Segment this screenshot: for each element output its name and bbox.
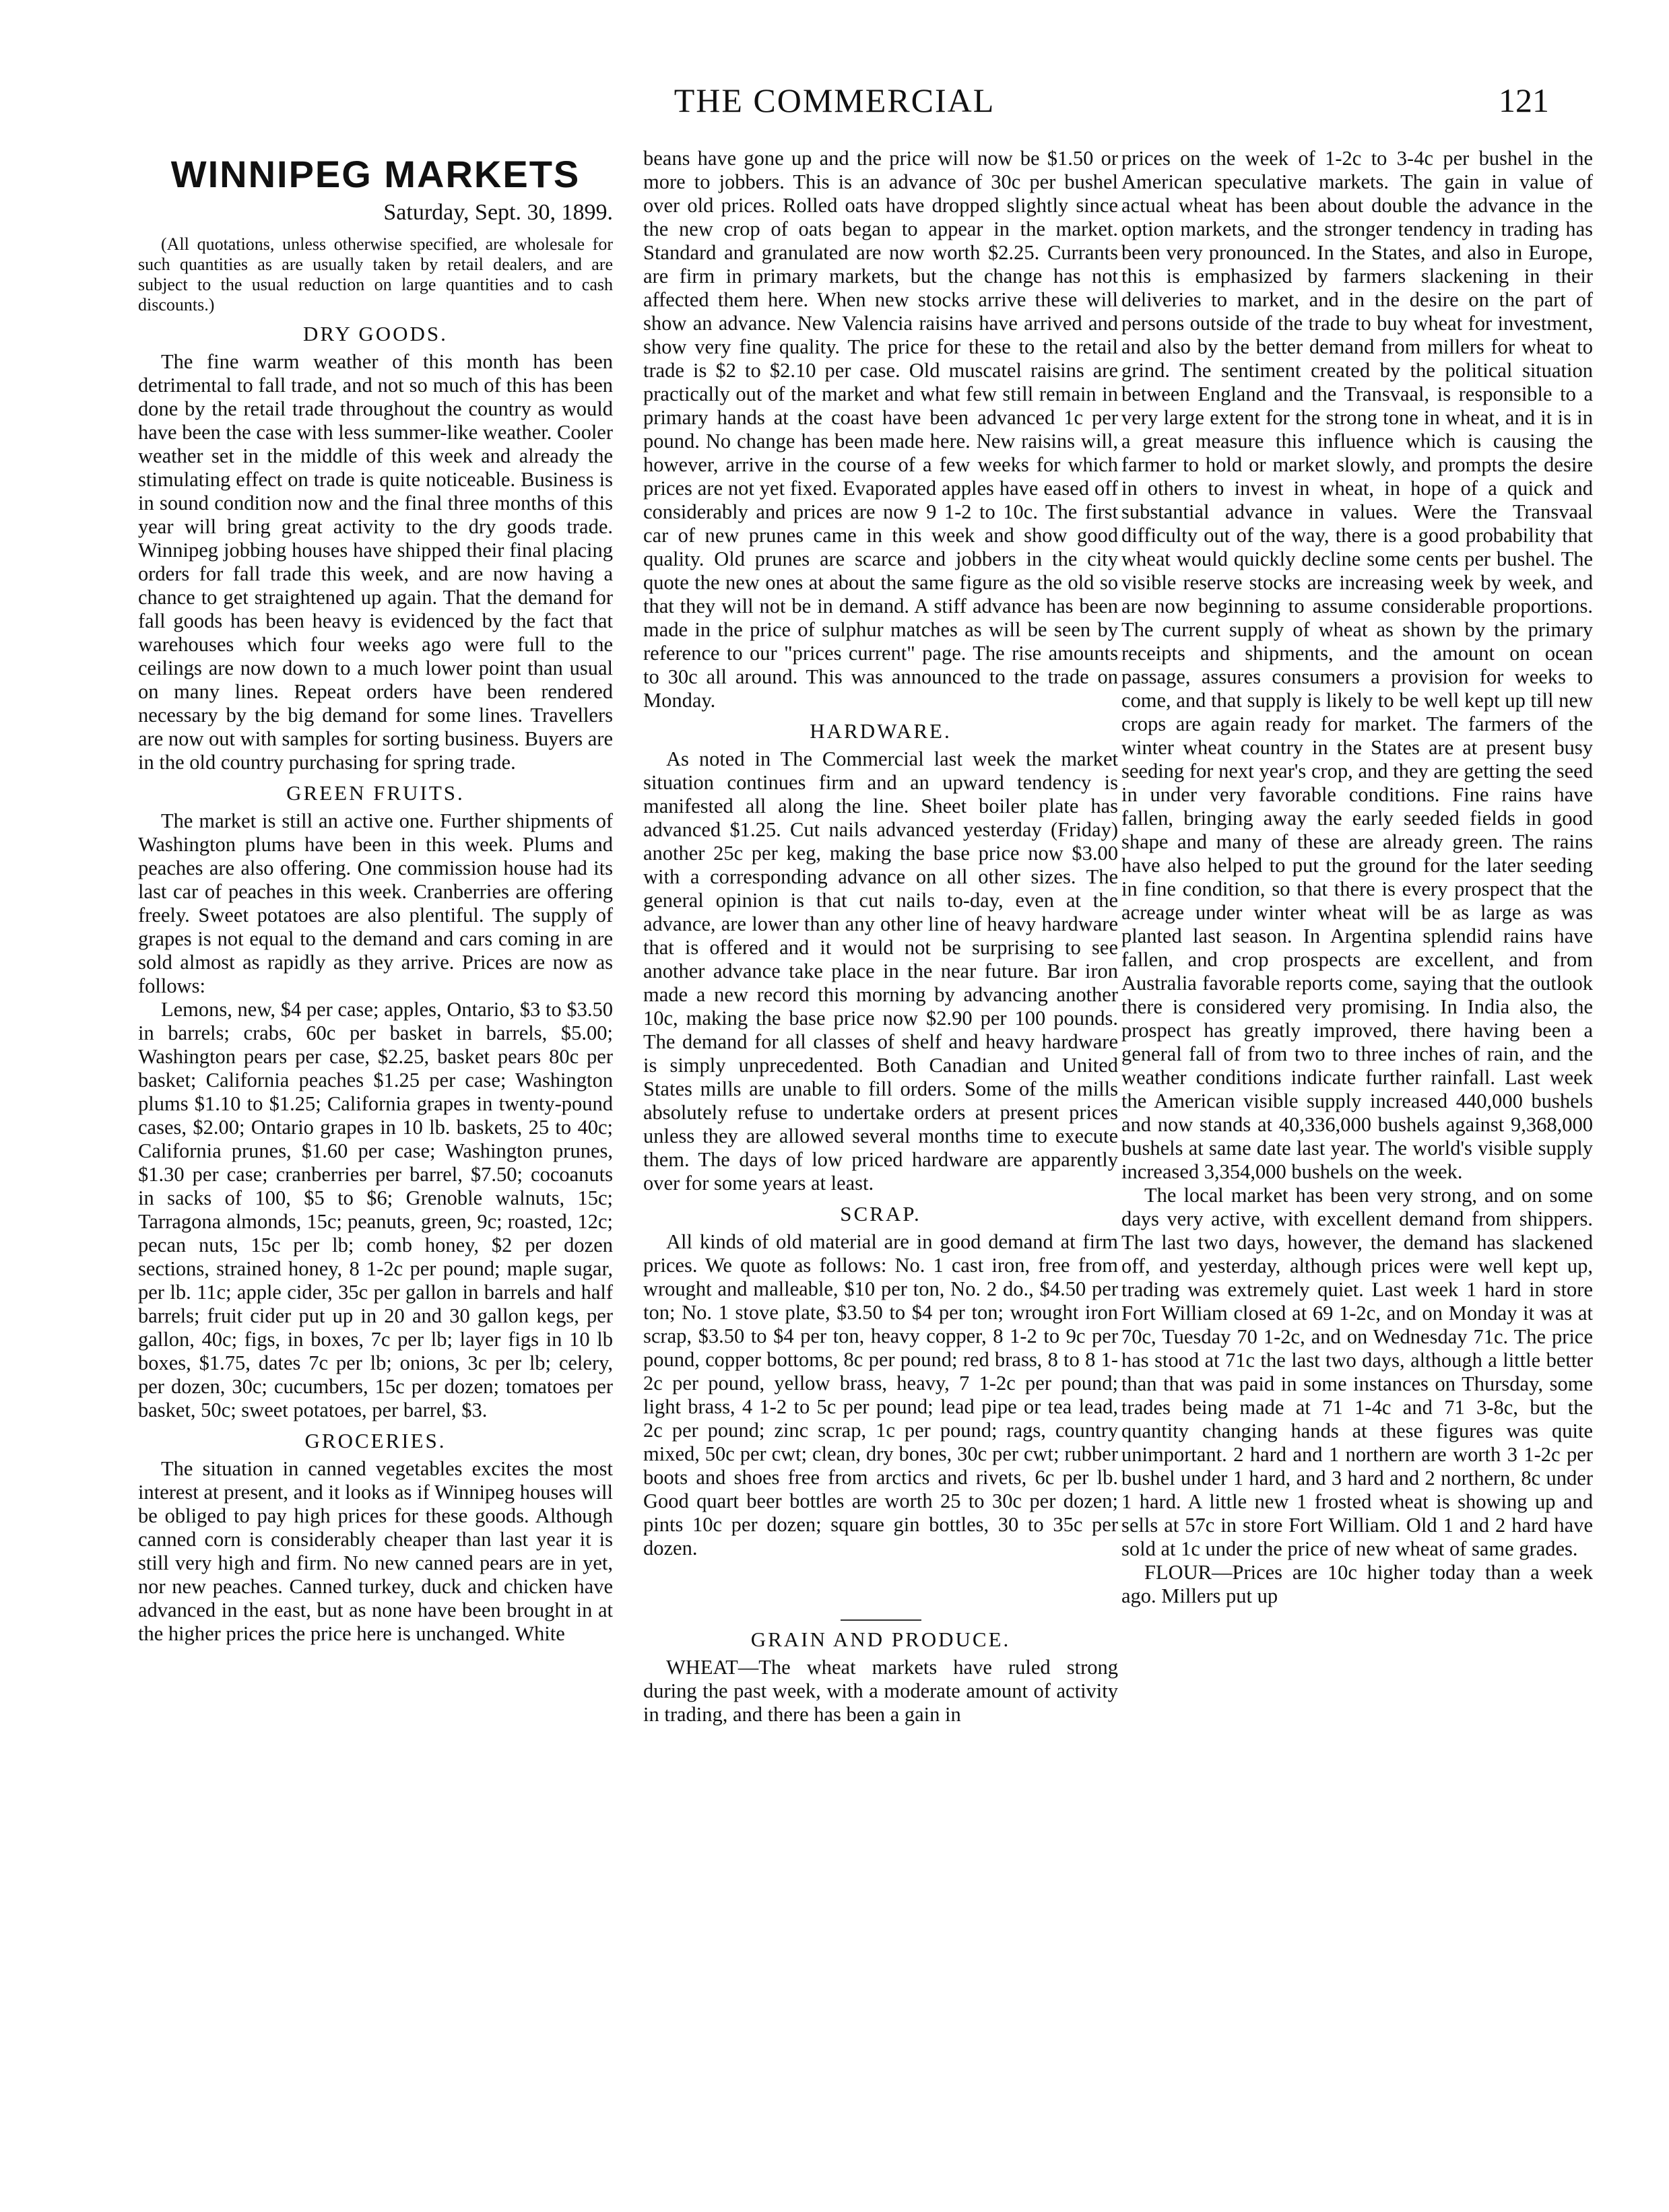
scrap-text: All kinds of old material are in good demand at firm prices. We quote as follows: No. 1 cast iron, free from wrought and malleable, $10 per ton, No. 2 do., $4.50 per ton; No. 1 stove plate, $3.50 to $4 per ton; wrought iron scrap, $3.50 to $4 per ton, heavy copper, 8 1-2 to 9c per pound, copper bottoms, 8c per pound; red brass, 8 to 8 1-2c per pound, yellow brass, heavy, 7 1-2c per pound; light brass, 4 1-2 to 5c per pound; lead pipe or tea lead, 2c per pound; zinc scrap, 1c per pound; rags, country mixed, 50c per cwt; clean, dry bones, 30c per cwt; rubber boots and shoes free from arctics and rivets, 6c per lb. Good quart beer bottles are worth 25 to 30c per dozen; pints 10c per dozen; square gin bottles, 30 to 35c per dozen. <box>643 1230 1118 1560</box>
groceries-text-continued: beans have gone up and the price will now be $1.50 or more to jobbers. This is an advance of 30c per bushel over old prices. Rolled oats have dropped slightly since the new crop of oats began to appear in the market. Standard and granulated are now worth $2.25. Currants are firm in primary markets, but the change has not affected them here. When new stocks arrive these will show an advance. New Valencia raisins have arrived and show very fine quality. The price for these to the retail trade is $2 to $2.10 per case. Old muscatel raisins are practically out of the market and what few still remain in primary hands at the coast have been advanced 1c per pound. No change has been made here. New raisins will, however, arrive in the course of a few weeks for which prices are not yet fixed. Evaporated apples have eased off considerably and prices are now 9 1-2 to 10c. The first car of new prunes came in this week and show good quality. Old prunes are scarce and jobbers in the city quote the new ones at about the same figure as the old so that they will not be in demand. A stiff advance has been made in the price of sulphur matches as will be seen by reference to our "prices current" page. The rise amounts to 30c all around. This was announced to the trade on Monday. <box>643 147 1118 712</box>
page-number: 121 <box>1499 81 1549 119</box>
column-1 <box>138 147 613 1646</box>
groceries-text: The situation in canned vegetables excites the most interest at present, and it looks as if Winnipeg houses will be obliged to pay high prices for these goods. Although canned corn is considerably cheaper than last year it is still very high and firm. No new canned pears are in yet, nor new peaches. Canned turkey, duck and chicken have advanced in the east, but as none have been brought in at the higher prices the price here is unchanged. White <box>138 1457 613 1645</box>
column-3 <box>1121 147 1593 1608</box>
section-heading-grain: GRAIN AND PRODUCE. <box>750 1628 1011 1651</box>
wheat-text-continued: prices on the week of 1-2c to 3-4c per bushel in the American speculative markets. The gain in value of actual wheat has been about double the advance in the option markets, and the stronger tendency in trading has been very pronounced. In the States, and also in Europe, this is emphasized by farmers slackening in their deliveries to market, and in the desire on the part of persons outside of the trade to buy wheat for investment, and also by the better demand from millers for wheat to grind. The sentiment created by the political situation between England and the Transvaal, is responsible to a very large extent for the strong tone in wheat, and it is in a great measure this influence which is causing the farmer to hold or market slowly, and prompts the desire in others to invest in wheat, in hope of a quick and substantial advance in values. Were the Transvaal difficulty out of the way, there is a good probability that wheat would quickly decline some cents per bushel. The visible reserve stocks are increasing week by week, and are now beginning to assume considerable proportions. The current supply of wheat as shown by the primary receipts and shipments, and the amount on ocean passage, assures consumers a provision for weeks to come, and that supply is likely to be well kept up till new crops are again ready for market. The farmers of the winter wheat country in the States are at present busy seeding for next year's crop, and they are getting the seed in under very favorable conditions. Fine rains have fallen, bringing away the early seeded fields in good shape and many of these are already green. The rains have also helped to put the ground for the later seeding in fine condition, so that there is every prospect that the acreage under winter wheat will be as large as was planted last season. In Argentina splendid rains have fallen, and crop prospects are excellent, and from Australia favorable reports come, saying that the outlook there is considered very promising. In India also, the prospect has greatly improved, there having been a general fall of from two to three inches of rain, and the weather conditions indicate further rainfall. Last week the American visible supply increased 440,000 bushels and now stands at 40,336,000 bushels against 9,368,000 bushels at same date last year. The world's visible supply increased 3,354,000 bushels on the week. <box>1121 147 1593 1183</box>
article-dateline: Saturday, Sept. 30, 1899. <box>383 200 613 225</box>
section-heading-groceries: GROCERIES. <box>304 1429 447 1452</box>
column-2 <box>643 147 1118 1727</box>
section-heading-scrap: SCRAP. <box>840 1202 921 1226</box>
wheat-text: WHEAT—The wheat markets have ruled strong during the past week, with a moderate amount of activity in trading, and there has been a gain in <box>643 1656 1118 1726</box>
flour-text: FLOUR—Prices are 10c higher today than a week ago. Millers put up <box>1121 1561 1593 1607</box>
quotation-note: (All quotations, unless otherwise specified, are wholesale for such quantities as are usually taken by retail dealers, and are subject to the usual reduction on large quantities and to cash discounts.) <box>138 234 613 314</box>
section-heading-green-fruits: GREEN FRUITS. <box>286 781 465 805</box>
hardware-text: As noted in The Commercial last week the market situation continues firm and an upward tendency is manifested all along the line. Sheet boiler plate has advanced $1.25. Cut nails advanced yesterday (Friday) another 25c per keg, making the base price now $3.00 with a corresponding advance on all other sizes. The general opinion is that cut nails to-day, even at the advance, are lower than any other line of heavy hardware that is offered and it would not be surprising to see another advance take place in the near future. Bar iron made a new record this morning by advancing another 10c, making the base price now $2.90 per 100 pounds. The demand for all classes of shelf and heavy hardware is simply unprecedented. Both Canadian and United States mills are unable to fill orders. Some of the mills absolutely refuse to undertake orders at present prices unless they are allowed several months time to execute them. The days of low priced hardware are apparently over for some years at least. <box>643 747 1118 1195</box>
green-fruits-prices: Lemons, new, $4 per case; apples, Ontario, $3 to $3.50 in barrels; crabs, 60c per basket in barrels, $5.00; Washington pears per case, $2.25, basket pears 80c per basket; California peaches $1.25 per case; Washington plums $1.10 to $1.25; California grapes in twenty-pound cases, $2.00; Ontario grapes in 10 lb. baskets, 25 to 40c; California prunes, $1.60 per case; Washington prunes, $1.30 per case; cranberries per barrel, $7.50; cocoanuts in sacks of 100, $5 to $6; Grenoble walnuts, 15c; Tarragona almonds, 15c; peanuts, green, 9c; roasted, 12c; pecan nuts, 15c per lb; comb honey, $2 per dozen sections, strained honey, 8 1-2c per pound; maple sugar, per lb. 11c; apple cider, 35c per gallon in barrels and half barrels; fruit cider put up in 20 and 30 gallon kegs, per gallon, 40c; figs, in boxes, 7c per lb; layer figs in 10 lb boxes, $1.75, dates 7c per lb; onions, 3c per lb; celery, per dozen, 30c; cucumbers, 15c per dozen; tomatoes per basket, 50c; sweet potatoes, per barrel, $3. <box>138 998 613 1421</box>
section-heading-hardware: HARDWARE. <box>810 719 952 743</box>
column-gap <box>643 1560 1118 1607</box>
section-rule <box>841 1619 921 1621</box>
local-market-text: The local market has been very strong, and on some days very active, with excellent demand from shippers. The last two days, however, the demand has slackened off, and yesterday, although prices were well kept up, trading was extremely quiet. Last week 1 hard in store Fort William closed at 69 1-2c, and on Monday it was at 70c, Tuesday 70 1-2c, and on Wednesday 71c. The price has stood at 71c the last two days, although a little better than that was paid in some instances on Thursday, some trades being made at 71 1-4c and 71 3-8c, but the quantity changing hands at these figures was quite unimportant. 2 hard and 1 northern are worth 3 1-2c per bushel under 1 hard, and 3 hard and 2 northern, 8c under 1 hard. A little new 1 frosted wheat is showing up and sells at 57c in store Fort William. Old 1 and 2 hard have sold at 1c under the price of new wheat of same grades. <box>1121 1184 1593 1560</box>
green-fruits-text: The market is still an active one. Further shipments of Washington plums have been in this week. Plums and peaches are also offering. One commission house had its last car of peaches in this week. Cranberries are offering freely. Sweet potatoes are also plentiful. The supply of grapes is not equal to the demand and cars coming in are sold almost as rapidly as they arrive. Prices are now as follows: <box>138 809 613 997</box>
publication-title: THE COMMERCIAL <box>674 81 995 119</box>
article-headline: WINNIPEG MARKETS <box>170 153 581 195</box>
dry-goods-text: The fine warm weather of this month has been detrimental to fall trade, and not so much of this has been done by the retail trade throughout the country as would have been the case with less summer-like weather. Cooler weather set in the middle of this week and already the stimulating effect on trade is quite noticeable. Business is in sound condition now and the final three months of this year will bring great activity to the dry goods trade. Winnipeg jobbing houses have shipped their final placing orders for fall trade this week, and are now having a chance to get straightened up again. That the demand for fall goods has been heavy is evidenced by the fact that warehouses which four weeks ago were full to the ceilings are now down to a much lower point than usual on many lines. Repeat orders have been rendered necessary by the big demand for some lines. Travellers are now out with samples for sorting business. Buyers are in the old country purchasing for spring trade. <box>138 350 613 774</box>
running-head <box>0 81 1669 128</box>
section-heading-dry-goods: DRY GOODS. <box>303 322 448 345</box>
